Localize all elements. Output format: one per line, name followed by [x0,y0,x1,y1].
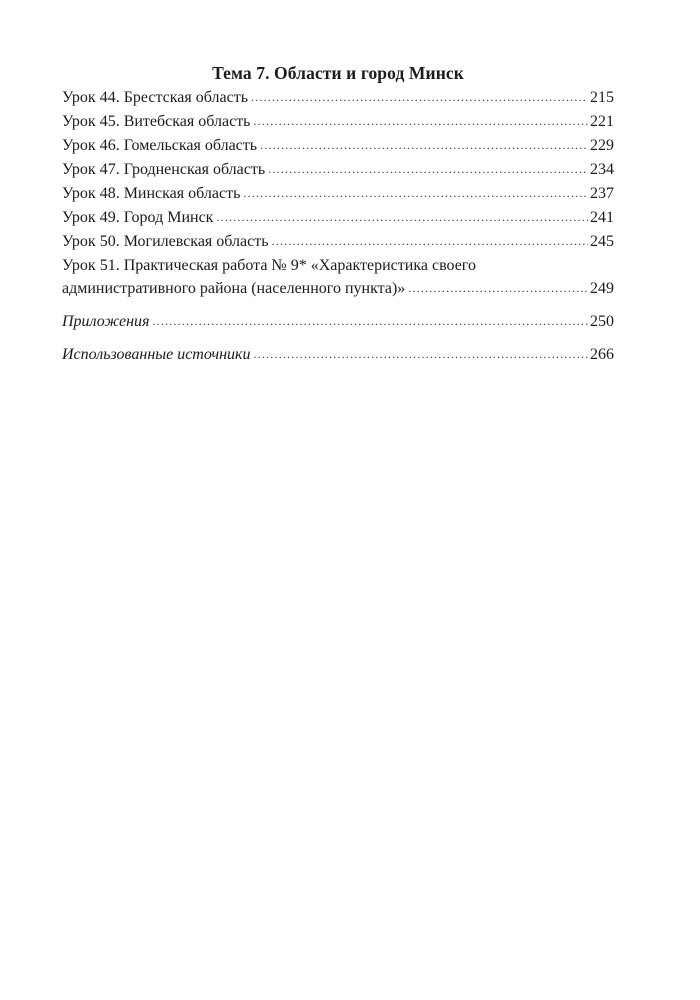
toc-entry-lesson-47 [62,158,614,182]
section-title: Тема 7. Области и город Минск [212,63,464,83]
toc-entry-page: 245 [590,233,614,250]
toc-entry-page: 229 [590,137,614,154]
toc-entry-sources [62,343,614,367]
toc-entry-lesson-46 [62,134,614,158]
toc-entry-title: Урок 46. Гомельская область [62,137,258,154]
toc-entry-page: 241 [590,209,614,226]
dot-leader [408,277,588,300]
toc-entry-lesson-49 [62,206,614,230]
dot-leader [243,182,588,205]
toc-entry-page: 221 [590,113,614,130]
toc-entry-title: Урок 44. Брестская область [62,89,248,106]
toc-entry-lesson-48 [62,182,614,206]
toc-entry-title: Приложения [62,313,150,330]
toc-entry-lesson-50 [62,230,614,254]
toc-entry-lesson-44 [62,86,614,110]
dot-leader [272,230,588,253]
toc-entry-appendix [62,310,614,334]
dot-leader [251,86,588,109]
toc-entry-title: Урок 45. Витебская область [62,113,251,130]
toc-list [62,86,614,367]
dot-leader [254,343,589,366]
dot-leader [260,134,588,157]
toc-entry-title-line2: административного района (населенного пункта)» [62,280,406,297]
toc-entry-title: Использованные источники [62,346,251,363]
toc-entry-page: 215 [590,89,614,106]
dot-leader [268,158,588,181]
toc-entry-title: Урок 50. Могилевская область [62,233,269,250]
toc-page [62,62,614,367]
toc-entry-page: 249 [590,280,614,297]
toc-entry-title-line1: Урок 51. Практическая работа № 9* «Характеристика своего [62,257,476,274]
toc-entry-title: Урок 49. Город Минск [62,209,214,226]
toc-entry-title: Урок 47. Гродненская область [62,161,266,178]
toc-entry-lesson-45 [62,110,614,134]
toc-entry-page: 234 [590,161,614,178]
dot-leader [152,310,588,333]
toc-entry-page: 237 [590,185,614,202]
dot-leader [253,110,588,133]
dot-leader [216,206,588,229]
toc-entry-lesson-51 [62,254,614,301]
toc-entry-title: Урок 48. Минская область [62,185,241,202]
toc-entry-page: 266 [590,346,614,363]
toc-entry-page: 250 [590,313,614,330]
